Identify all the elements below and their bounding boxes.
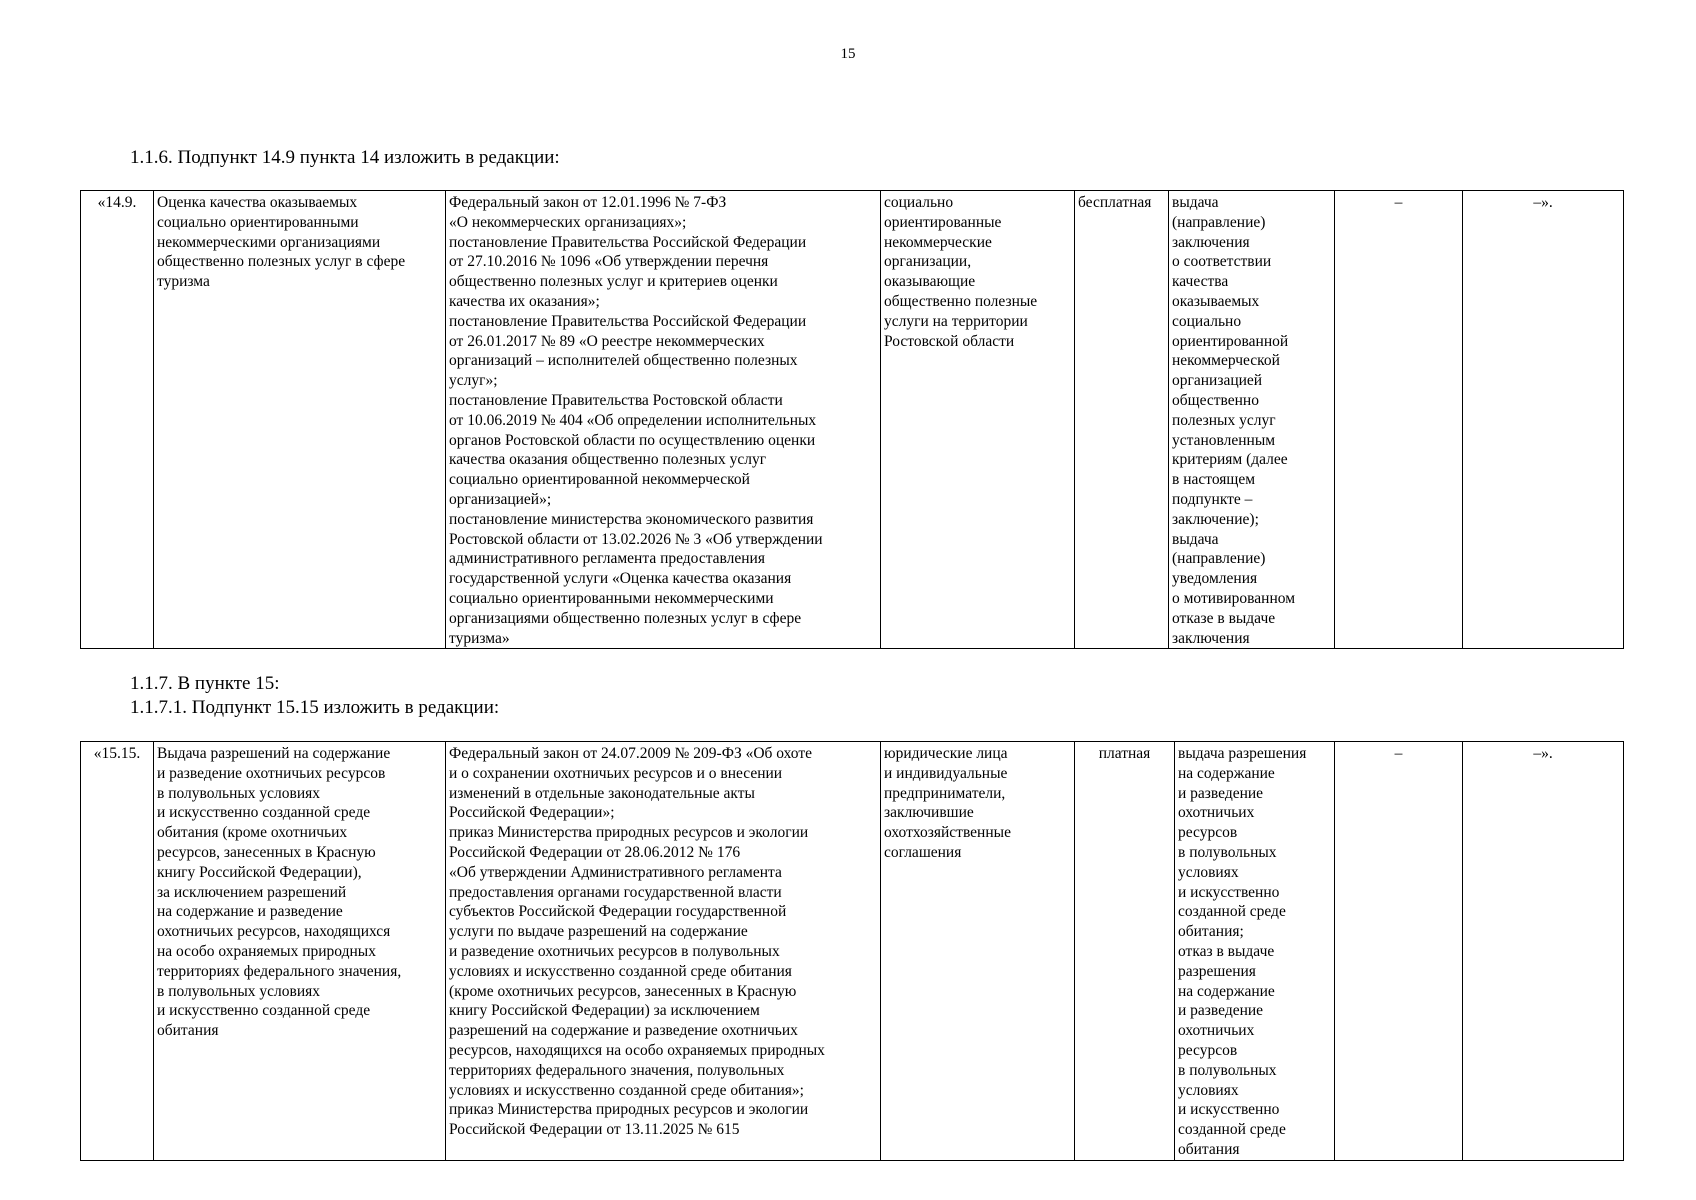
legal-basis-cell (446, 742, 881, 1161)
text-line: предоставления органами государственной власти (449, 883, 782, 901)
section-1171-heading: 1.1.7.1. Подпункт 15.15 изложить в редакции: (130, 697, 500, 718)
text-line: выдача (1172, 530, 1219, 548)
text-line: изменений в отдельные законодательные акты (449, 784, 755, 802)
text-line: и разведение охотничьих ресурсов (157, 764, 386, 782)
text-line: и разведение (1178, 784, 1264, 802)
text-line: приказ Министерства природных ресурсов и экологии (449, 824, 809, 842)
text-line: ориентированной (1172, 332, 1289, 350)
text-line: Российской Федерации от 28.06.2012 № 176 (449, 843, 741, 861)
text-line: ресурсов (1178, 824, 1238, 842)
result-cell (1175, 742, 1335, 1161)
text-line: обитания (157, 1022, 219, 1040)
text-line: предприниматели, (884, 784, 1006, 802)
text-line: и искусственно созданной среде (157, 1002, 371, 1020)
legal-basis-cell (446, 191, 881, 649)
text-line: территориях федерального значения, полувольных (449, 1061, 785, 1079)
text-line: обитания; (1178, 923, 1244, 941)
text-line: качества оказания общественно полезных услуг (449, 451, 767, 469)
text-line: охотничьих (1178, 804, 1255, 822)
text-line: оказывающие (884, 273, 976, 291)
text-line: условиях (1178, 863, 1239, 881)
col8-cell: – (1335, 191, 1463, 649)
table-14-9 (80, 190, 1624, 649)
text-line: условиях и искусственно созданной среде обитания»; (449, 1081, 804, 1099)
text-line: услуги по выдаче разрешений на содержание (449, 923, 748, 941)
text-line: Ростовской области от 13.02.2026 № 3 «Об утверждении (449, 530, 823, 548)
text-line: «Об утверждении Административного регламента (449, 863, 782, 881)
text-line: социально ориентированными некоммерческими (449, 589, 774, 607)
text-line: ресурсов, находящихся на особо охраняемых природных (449, 1041, 825, 1059)
text-line: подпункте – (1172, 490, 1253, 508)
text-line: государственной услуги «Оценка качества оказания (449, 570, 792, 588)
text-line: организаций – исполнителей общественно полезных (449, 352, 798, 370)
text-line: социально (1172, 312, 1242, 330)
text-line: организацией (1172, 372, 1263, 390)
text-line: разрешения (1178, 962, 1256, 980)
applicants-cell (881, 742, 1075, 1161)
text-line: выдача разрешения (1178, 745, 1307, 762)
text-line: качества (1172, 273, 1229, 291)
text-line: установленным (1172, 431, 1276, 449)
text-line: Ростовской области (884, 332, 1015, 350)
text-line: заключившие (884, 804, 974, 822)
text-line: некоммерческие (884, 233, 992, 251)
text-line: некоммерческой (1172, 352, 1280, 370)
text-line: соглашения (884, 843, 962, 861)
col8-cell: – (1335, 742, 1463, 1161)
result-cell (1169, 191, 1335, 649)
text-line: на особо охраняемых природных (157, 942, 376, 960)
text-line: юридические лица (884, 745, 1008, 762)
text-line: созданной среде (1178, 1121, 1286, 1139)
text-line: в полувольных условиях (157, 982, 321, 1000)
payment-cell: платная (1075, 742, 1175, 1161)
text-line: территориях федерального значения, (157, 962, 402, 980)
text-line: туризма (157, 273, 210, 291)
text-line: от 26.01.2017 № 89 «О реестре некоммерческих (449, 332, 765, 350)
text-line: охотничьих ресурсов, находящихся (157, 923, 391, 941)
col9-cell: –». (1463, 191, 1624, 649)
text-line: условиях (1178, 1081, 1239, 1099)
payment-cell: бесплатная (1075, 191, 1169, 649)
section-117-heading: 1.1.7. В пункте 15: (130, 673, 280, 694)
text-line: органов Ростовской области по осуществлению оценки (449, 431, 816, 449)
text-line: социально ориентированными (157, 213, 359, 231)
text-line: ресурсов (1178, 1041, 1238, 1059)
row-number: «14.9. (81, 191, 154, 649)
text-line: книгу Российской Федерации), (157, 863, 362, 881)
text-line: (направление) (1172, 213, 1266, 231)
text-line: на содержание (1178, 982, 1275, 1000)
row-number: «15.15. (81, 742, 154, 1161)
text-line: заключения (1172, 233, 1250, 251)
text-line: общественно полезные (884, 292, 1038, 310)
text-line: ресурсов, занесенных в Красную (157, 843, 376, 861)
text-line: организации, (884, 253, 972, 271)
service-name-cell (154, 191, 446, 649)
table-row (81, 191, 1624, 649)
text-line: организациями общественно полезных услуг в сфере (449, 609, 802, 627)
text-line: оказываемых (1172, 292, 1260, 310)
col9-cell: –». (1463, 742, 1624, 1161)
text-line: общественно полезных услуг и критериев оценки (449, 273, 778, 291)
text-line: постановление Правительства Ростовской области (449, 391, 783, 409)
text-line: постановление министерства экономического развития (449, 510, 814, 528)
text-line: обитания (кроме охотничьих (157, 824, 348, 842)
text-line: общественно (1172, 391, 1259, 409)
text-line: качества их оказания»; (449, 292, 600, 310)
text-line: ориентированные (884, 213, 1002, 231)
text-line: отказе в выдаче (1172, 609, 1276, 627)
text-line: (направление) (1172, 550, 1266, 568)
text-line: от 27.10.2016 № 1096 «Об утверждении перечня (449, 253, 769, 271)
text-line: услуги на территории (884, 312, 1028, 330)
text-line: в настоящем (1172, 471, 1256, 489)
text-line: выдача (1172, 194, 1219, 211)
text-line: социально ориентированной некоммерческой (449, 471, 750, 489)
text-line: созданной среде (1178, 903, 1286, 921)
text-line: критериям (далее (1172, 451, 1288, 469)
text-line: и искусственно (1178, 883, 1280, 901)
text-line: приказ Министерства природных ресурсов и экологии (449, 1101, 809, 1119)
text-line: уведомления (1172, 570, 1258, 588)
text-line: организацией»; (449, 490, 552, 508)
text-line: «О некоммерческих организациях»; (449, 213, 687, 231)
text-line: Выдача разрешений на содержание (157, 745, 391, 762)
text-line: разрешений на содержание и разведение охотничьих (449, 1022, 798, 1040)
text-line: о мотивированном (1172, 589, 1296, 607)
text-line: и искусственно (1178, 1101, 1280, 1119)
text-line: заключения (1172, 629, 1250, 647)
text-line: книгу Российской Федерации) за исключением (449, 1002, 760, 1020)
text-line: Оценка качества оказываемых (157, 194, 358, 211)
text-line: в полувольных условиях (157, 784, 321, 802)
text-line: некоммерческими организациями (157, 233, 381, 251)
text-line: социально (884, 194, 954, 211)
section-116-heading: 1.1.6. Подпункт 14.9 пункта 14 изложить в редакции: (130, 147, 560, 168)
text-line: обитания (1178, 1140, 1240, 1158)
text-line: охотничьих (1178, 1022, 1255, 1040)
text-line: Российской Федерации от 13.11.2025 № 615 (449, 1121, 740, 1139)
text-line: от 10.06.2019 № 404 «Об определении исполнительных (449, 411, 817, 429)
text-line: и индивидуальные (884, 764, 1008, 782)
text-line: полезных услуг (1172, 411, 1276, 429)
text-line: постановление Правительства Российской Федерации (449, 233, 807, 251)
text-line: в полувольных (1178, 843, 1277, 861)
text-line: и искусственно созданной среде (157, 804, 371, 822)
text-line: административного регламента предоставления (449, 550, 765, 568)
text-line: и разведение охотничьих ресурсов в полувольных (449, 942, 780, 960)
text-line: охотхозяйственные (884, 824, 1011, 842)
text-line: заключение); (1172, 510, 1259, 528)
text-line: туризма» (449, 629, 510, 647)
text-line: и о сохранении охотничьих ресурсов и о внесении (449, 764, 783, 782)
applicants-cell (881, 191, 1075, 649)
text-line: постановление Правительства Российской Федерации (449, 312, 807, 330)
text-line: за исключением разрешений (157, 883, 347, 901)
table-15-15 (80, 741, 1624, 1161)
text-line: и разведение (1178, 1002, 1264, 1020)
text-line: субъектов Российской Федерации государственной (449, 903, 787, 921)
text-line: на содержание (1178, 764, 1275, 782)
text-line: отказ в выдаче (1178, 942, 1275, 960)
text-line: условиях и искусственно созданной среде обитания (449, 962, 792, 980)
text-line: о соответствии (1172, 253, 1272, 271)
table-row (81, 742, 1624, 1161)
text-line: услуг»; (449, 372, 498, 390)
text-line: общественно полезных услуг в сфере (157, 253, 406, 271)
text-line: на содержание и разведение (157, 903, 343, 921)
text-line: в полувольных (1178, 1061, 1277, 1079)
text-line: Федеральный закон от 24.07.2009 № 209-ФЗ «Об охоте (449, 745, 813, 762)
text-line: Российской Федерации»; (449, 804, 615, 822)
text-line: Федеральный закон от 12.01.1996 № 7-ФЗ (449, 194, 727, 211)
page-number: 15 (840, 46, 856, 62)
text-line: (кроме охотничьих ресурсов, занесенных в Красную (449, 982, 797, 1000)
service-name-cell (154, 742, 446, 1161)
